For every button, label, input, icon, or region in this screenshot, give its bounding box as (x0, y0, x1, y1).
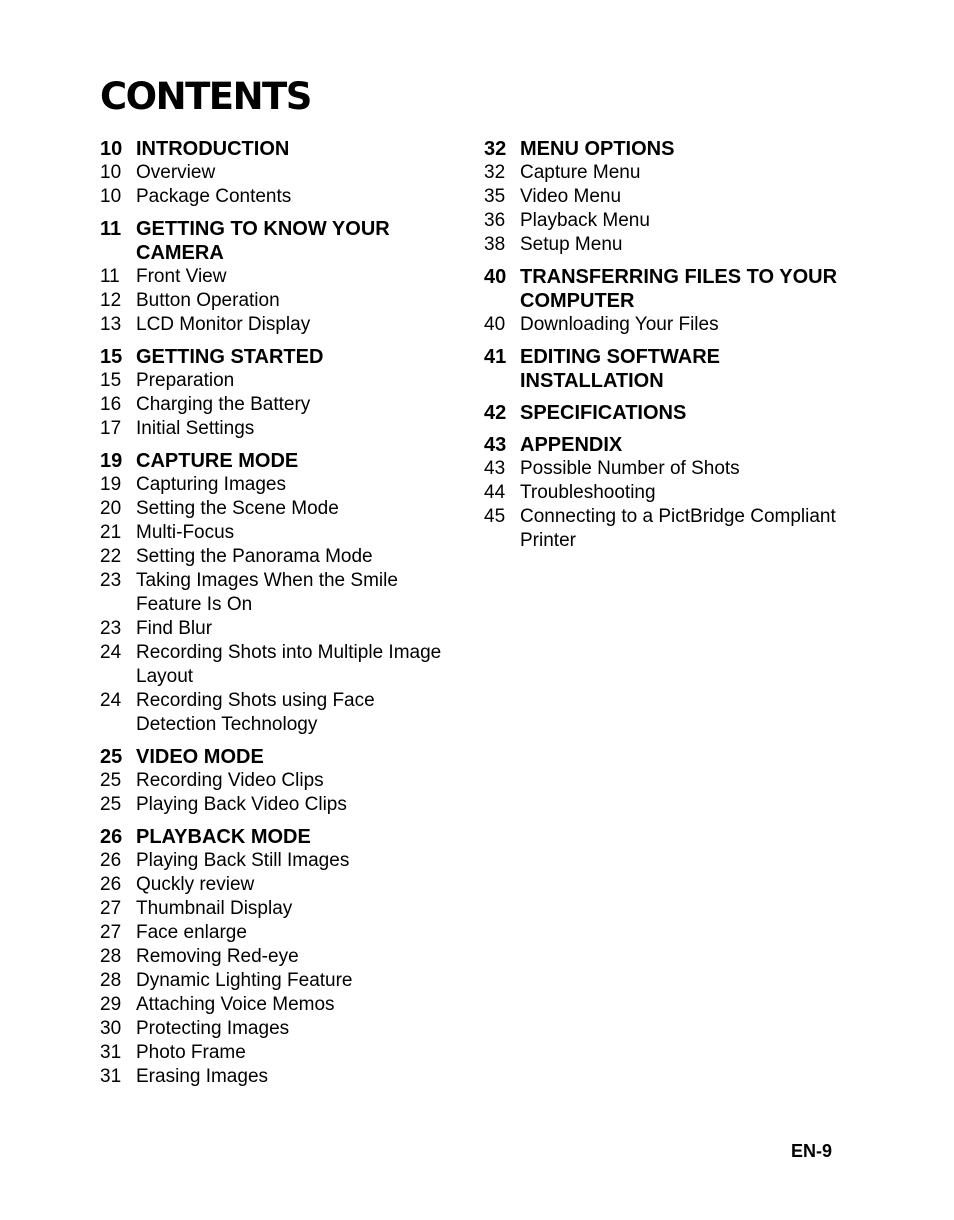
toc-entry[interactable] (100, 617, 460, 641)
toc-page-number: 29 (100, 994, 122, 1015)
toc-entry[interactable] (100, 689, 460, 737)
toc-chapter-title: PLAYBACK MODE (136, 826, 311, 848)
toc-entry-title: Possible Number of Shots (520, 458, 740, 479)
toc-section-video-mode (100, 745, 460, 817)
toc-page-number: 42 (484, 402, 507, 424)
toc-page-number: 31 (100, 1066, 122, 1087)
toc-section-appendix (484, 433, 844, 553)
toc-entry[interactable] (100, 569, 460, 617)
toc-page-number: 21 (100, 522, 122, 543)
toc-page-number: 25 (100, 794, 122, 815)
toc-entry[interactable] (100, 993, 460, 1017)
toc-chapter-title: GETTING STARTED (136, 346, 324, 368)
toc-chapter-heading[interactable] (100, 217, 460, 265)
toc-entry[interactable] (100, 849, 460, 873)
toc-entry[interactable] (100, 969, 460, 993)
toc-page-number: 25 (100, 746, 123, 768)
toc-entry[interactable] (100, 1041, 460, 1065)
toc-entry-title: Capturing Images (136, 474, 286, 495)
toc-entry-title: Taking Images When the Smile Feature Is On (136, 570, 398, 615)
toc-section-playback-mode (100, 825, 460, 1089)
toc-entry[interactable] (100, 897, 460, 921)
toc-page-number: 41 (484, 346, 507, 368)
page-number: EN-9 (790, 1141, 832, 1161)
toc-chapter-title: CAPTURE MODE (136, 450, 299, 472)
toc-chapter-title: MENU OPTIONS (520, 138, 675, 160)
toc-entry[interactable] (100, 289, 460, 313)
toc-chapter-heading[interactable] (100, 825, 460, 849)
toc-entry-title: Photo Frame (136, 1042, 246, 1063)
toc-section-introduction (100, 137, 460, 209)
toc-entry[interactable] (100, 945, 460, 969)
toc-entry-title: Removing Red-eye (136, 946, 299, 967)
toc-chapter-title: SPECIFICATIONS (520, 402, 687, 424)
toc-entry[interactable] (100, 473, 460, 497)
toc-page-number: 24 (100, 642, 122, 663)
toc-entry-title: Setup Menu (520, 234, 623, 255)
toc-entry[interactable] (100, 313, 460, 337)
toc-section-menu-options (484, 137, 844, 257)
toc-entry[interactable] (100, 545, 460, 569)
toc-right-column (484, 137, 844, 561)
toc-page-number: 20 (100, 498, 122, 519)
toc-entry[interactable] (484, 233, 844, 257)
toc-chapter-heading[interactable] (484, 345, 844, 393)
toc-page-number: 22 (100, 546, 122, 567)
toc-entry-title: Playback Menu (520, 210, 650, 231)
toc-entry[interactable] (100, 417, 460, 441)
toc-page-number: 23 (100, 570, 122, 591)
toc-entry-title: Downloading Your Files (520, 314, 719, 335)
toc-entry-title: Troubleshooting (520, 482, 656, 503)
toc-entry[interactable] (100, 793, 460, 817)
toc-entry-title: Thumbnail Display (136, 898, 293, 919)
toc-page-number: 15 (100, 346, 123, 368)
toc-entry-title: Face enlarge (136, 922, 247, 943)
toc-page-number: 11 (100, 218, 122, 240)
toc-chapter-heading[interactable] (484, 265, 844, 313)
toc-section-specifications (484, 401, 844, 425)
toc-page-number: 36 (484, 210, 506, 231)
toc-entry-title: Initial Settings (136, 418, 255, 439)
toc-page-number: 11 (100, 266, 120, 287)
toc-chapter-heading[interactable] (100, 449, 460, 473)
toc-page-number: 25 (100, 770, 122, 791)
toc-page-number: 40 (484, 266, 507, 288)
toc-entry-title: Recording Shots using Face Detection Technology (136, 690, 375, 735)
toc-entry-title: Multi-Focus (136, 522, 235, 543)
toc-entry[interactable] (100, 393, 460, 417)
toc-chapter-title: GETTING TO KNOW YOUR CAMERA (136, 218, 390, 264)
toc-page-number: 26 (100, 850, 122, 871)
toc-entry-title: Protecting Images (136, 1018, 290, 1039)
toc-page-number: 13 (100, 314, 122, 335)
toc-page-number: 35 (484, 186, 506, 207)
toc-entry-title: Attaching Voice Memos (136, 994, 335, 1015)
toc-page-number: 23 (100, 618, 122, 639)
toc-page-number: 27 (100, 898, 122, 919)
toc-page-number: 28 (100, 946, 122, 967)
toc-chapter-heading[interactable] (484, 137, 844, 161)
toc-entry[interactable] (100, 521, 460, 545)
toc-entry-title: Erasing Images (136, 1066, 269, 1087)
toc-section-transferring-files-to-your-computer (484, 265, 844, 337)
toc-page-number: 10 (100, 186, 122, 207)
toc-page-number: 10 (100, 162, 122, 183)
toc-section-getting-started (100, 345, 460, 441)
toc-entry-title: Recording Shots into Multiple Image Layout (136, 642, 442, 687)
toc-entry-title: Quckly review (136, 874, 255, 895)
toc-chapter-heading[interactable] (484, 433, 844, 457)
toc-entry[interactable] (100, 265, 460, 289)
toc-page-number: 43 (484, 434, 507, 456)
toc-page-number: 28 (100, 970, 122, 991)
toc-page-number: 45 (484, 506, 506, 527)
toc-entry-title: Connecting to a PictBridge Compliant Printer (520, 506, 836, 551)
toc-chapter-heading[interactable] (100, 137, 460, 161)
toc-page-number: 32 (484, 162, 506, 183)
toc-entry[interactable] (484, 161, 844, 185)
toc-page-number: 24 (100, 690, 122, 711)
toc-page-number: 15 (100, 370, 122, 391)
toc-section-editing-software-installation (484, 345, 844, 393)
toc-entry[interactable] (484, 505, 844, 553)
toc-chapter-title: VIDEO MODE (136, 746, 264, 768)
toc-entry-title: Recording Video Clips (136, 770, 324, 791)
toc-entry-title: Charging the Battery (136, 394, 311, 415)
toc-page-number: 32 (484, 138, 507, 160)
toc-entry[interactable] (100, 1017, 460, 1041)
toc-entry[interactable] (100, 185, 460, 209)
toc-page-number: 43 (484, 458, 506, 479)
toc-page-number: 10 (100, 138, 123, 160)
toc-entry[interactable] (100, 769, 460, 793)
toc-page-number: 19 (100, 450, 123, 472)
toc-chapter-title: EDITING SOFTWARE INSTALLATION (520, 346, 720, 392)
toc-chapter-title: TRANSFERRING FILES TO YOUR COMPUTER (520, 266, 838, 312)
toc-entry[interactable] (100, 921, 460, 945)
toc-entry-title: Button Operation (136, 290, 280, 311)
toc-entry[interactable] (100, 161, 460, 185)
toc-page-number: 16 (100, 394, 122, 415)
toc-entry-title: Capture Menu (520, 162, 641, 183)
toc-page-number: 27 (100, 922, 122, 943)
toc-page-number: 44 (484, 482, 506, 503)
toc-entry[interactable] (484, 185, 844, 209)
toc-entry[interactable] (484, 481, 844, 505)
toc-entry-title: Preparation (136, 370, 235, 391)
toc-page-number: 12 (100, 290, 122, 311)
toc-section-getting-to-know-your-camera (100, 217, 460, 337)
toc-entry[interactable] (484, 209, 844, 233)
toc-page-number: 26 (100, 874, 122, 895)
toc-entry-title: Playing Back Video Clips (136, 794, 347, 815)
toc-section-capture-mode (100, 449, 460, 737)
toc-chapter-title: APPENDIX (520, 434, 623, 456)
toc-entry-title: Setting the Scene Mode (136, 498, 339, 519)
toc-page-number: 38 (484, 234, 506, 255)
toc-entry-title: Package Contents (136, 186, 292, 207)
toc-entry-title: Dynamic Lighting Feature (136, 970, 353, 991)
toc-entry[interactable] (100, 1065, 460, 1089)
toc-page-number: 31 (100, 1042, 122, 1063)
toc-entry[interactable] (100, 497, 460, 521)
toc-entry[interactable] (484, 457, 844, 481)
toc-chapter-heading[interactable] (100, 345, 460, 369)
toc-page-number: 19 (100, 474, 122, 495)
toc-entry-title: LCD Monitor Display (136, 314, 311, 335)
page-title: CONTENTS (100, 75, 311, 118)
toc-entry[interactable] (100, 641, 460, 689)
toc-entry-title: Video Menu (520, 186, 622, 207)
toc-chapter-heading[interactable] (484, 401, 844, 425)
toc-entry-title: Overview (136, 162, 216, 183)
toc-page-number: 40 (484, 314, 506, 335)
toc-entry[interactable] (484, 313, 844, 337)
toc-chapter-title: INTRODUCTION (136, 138, 290, 160)
toc-entry-title: Playing Back Still Images (136, 850, 350, 871)
toc-left-column (100, 137, 460, 1097)
toc-entry-title: Setting the Panorama Mode (136, 546, 373, 567)
toc-entry[interactable] (100, 369, 460, 393)
toc-entry-title: Find Blur (136, 618, 213, 639)
toc-page-number: 30 (100, 1018, 122, 1039)
toc-entry-title: Front View (136, 266, 227, 287)
toc-chapter-heading[interactable] (100, 745, 460, 769)
toc-page-number: 26 (100, 826, 123, 848)
toc-page-number: 17 (100, 418, 122, 439)
toc-entry[interactable] (100, 873, 460, 897)
